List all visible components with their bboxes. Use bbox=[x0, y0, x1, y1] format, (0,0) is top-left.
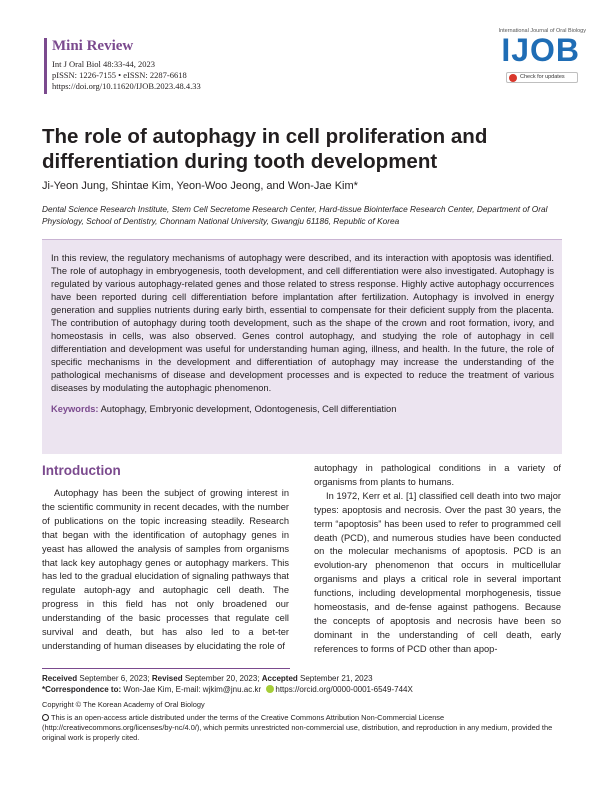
body-paragraph: autophagy in pathological conditions in a variety of organisms from plants to humans. bbox=[314, 463, 561, 487]
accepted-label: Accepted bbox=[261, 674, 298, 683]
received-label: Received bbox=[42, 674, 78, 683]
revised-date: September 20, 2023; bbox=[184, 674, 260, 683]
abstract-text: In this review, the regulatory mechanisms of autophagy were described, and its interaction with apoptosis was identified. The role of autophagy in embryogenesis, tooth development, and cell differentiation were also investigated. Autophagy is regulated by various autophagy-related genes and those related to stress response. Highly active autophagy occurrences have been reported during cell differentiation before implantation after fertilization. Autophagy is involved in energy generation and supplies nutrients during early birth, essential to compensate for their deficient supply from the placenta. The contribution of autophagy during tooth development, such as the shape of the crown and root formation, ivory, and homeostasis in cells, was also observed. Genes control autophagy, and studying the role of autophagy in cell differentiation and development was useful for understanding human aging, illness, and health. In the future, the role of specific mechanisms in the development and differentiation of autophagy may increase the understanding of the pathological mechanisms of disease and development processes and is expected to reduce the treatment of various diseases by modulating the autophagic phenomenon. bbox=[51, 253, 554, 394]
logo-journal-name: International Journal of Oral Biology bbox=[498, 28, 586, 34]
orcid-link[interactable]: https://orcid.org/0000-0001-6549-744X bbox=[275, 685, 413, 694]
keywords-line bbox=[51, 404, 554, 414]
accepted-date: September 21, 2023 bbox=[300, 674, 373, 683]
check-updates-label: Check for updates bbox=[520, 74, 565, 80]
body-column-left bbox=[42, 462, 289, 654]
abstract-box bbox=[42, 239, 562, 454]
license-text bbox=[42, 713, 562, 743]
revised-label: Revised bbox=[151, 674, 183, 683]
keywords-values: Autophagy, Embryonic development, Odontogenesis, Cell differentiation bbox=[100, 403, 397, 414]
correspondence-line bbox=[42, 684, 562, 695]
doi-link[interactable]: https://doi.org/10.11620/IJOB.2023.48.4.33 bbox=[52, 81, 201, 91]
article-type: Mini Review bbox=[52, 38, 134, 54]
orcid-icon bbox=[266, 685, 274, 693]
body-column-right bbox=[314, 462, 561, 657]
license-body: This is an open-access article distributed under the terms of the Creative Commons Attribution Non-Commercial License (http://creativecommons.org/licenses/by-nc/4.0/), which permits unrestricted non-commercial use, distribution, and reproduction in any medium, provided the original work is properly cited. bbox=[42, 713, 553, 742]
check-updates-icon bbox=[509, 74, 517, 82]
keywords-label: Keywords: bbox=[51, 403, 99, 414]
header-accent-bar bbox=[44, 38, 47, 94]
correspondence-contact[interactable]: Won-Jae Kim, E-mail: wjkim@jnu.ac.kr bbox=[123, 685, 262, 694]
received-date: September 6, 2023; bbox=[79, 674, 150, 683]
article-title: The role of autophagy in cell proliferation and differentiation during tooth development bbox=[42, 125, 488, 173]
citation-block bbox=[52, 59, 201, 92]
copyright-line: Copyright © The Korean Academy of Oral Biology bbox=[42, 700, 205, 709]
dates-line bbox=[42, 673, 562, 684]
body-paragraph: In 1972, Kerr et al. [1] classified cell death into two major types: apoptosis and necrosis. Over the past 30 years, the term “apoptosis” has been used to refer to programmed cell death (PCD), and numerous studies have been conducted on the molecular mechanisms of apoptosis. PCD is an evolution-ary phenomenon that occurs in multicellular organisms and plays a critical role in several important functions, including developmental morphogenesis, tissue homeostasis, and de-fense against pathogens. Because the concepts of apoptosis and necrosis have been so dominant in the understanding of cell death, early references to forms of PCD other than apop- bbox=[314, 490, 561, 654]
body-paragraph: Autophagy has been the subject of growing interest in the scientific community in recent decades, with the number of publications on the topic increasing steadily. Research that began with the identification of autophagy genes in yeast has allowed the analysis of samples from organisms that lack key autophagy genes or autophagy markers. This has led to the gradual elucidation of signaling pathways that regulate autoph-agy and autophagic cell death. The progress in this field has not only broadened our understanding of the basic processes that regulate cell survival and death, but has also led to a bet-ter understanding of human diseases by elucidating the role of bbox=[42, 488, 289, 651]
creative-commons-icon bbox=[42, 714, 49, 721]
check-for-updates-button[interactable] bbox=[506, 72, 578, 83]
footer-divider bbox=[42, 668, 290, 669]
author-list: Ji-Yeon Jung, Shintae Kim, Yeon-Woo Jeong, and Won-Jae Kim* bbox=[42, 180, 358, 192]
logo-abbrev: IJOB bbox=[501, 32, 580, 68]
affiliation: Dental Science Research Institute, Stem Cell Secretome Research Center, Hard-tissue Biointerface Research Center, Department of Oral Physiology, School of Dentistry, Chonnam National University, Gwangju 61186, Republic of Korea bbox=[42, 204, 548, 226]
section-heading-introduction: Introduction bbox=[42, 463, 121, 478]
journal-logo bbox=[476, 28, 586, 94]
issn-line: pISSN: 1226-7155 • eISSN: 2287-6618 bbox=[52, 70, 187, 80]
journal-citation: Int J Oral Biol 48:33-44, 2023 bbox=[52, 59, 155, 69]
article-dates bbox=[42, 673, 562, 695]
correspondence-label: *Correspondence to: bbox=[42, 685, 122, 694]
